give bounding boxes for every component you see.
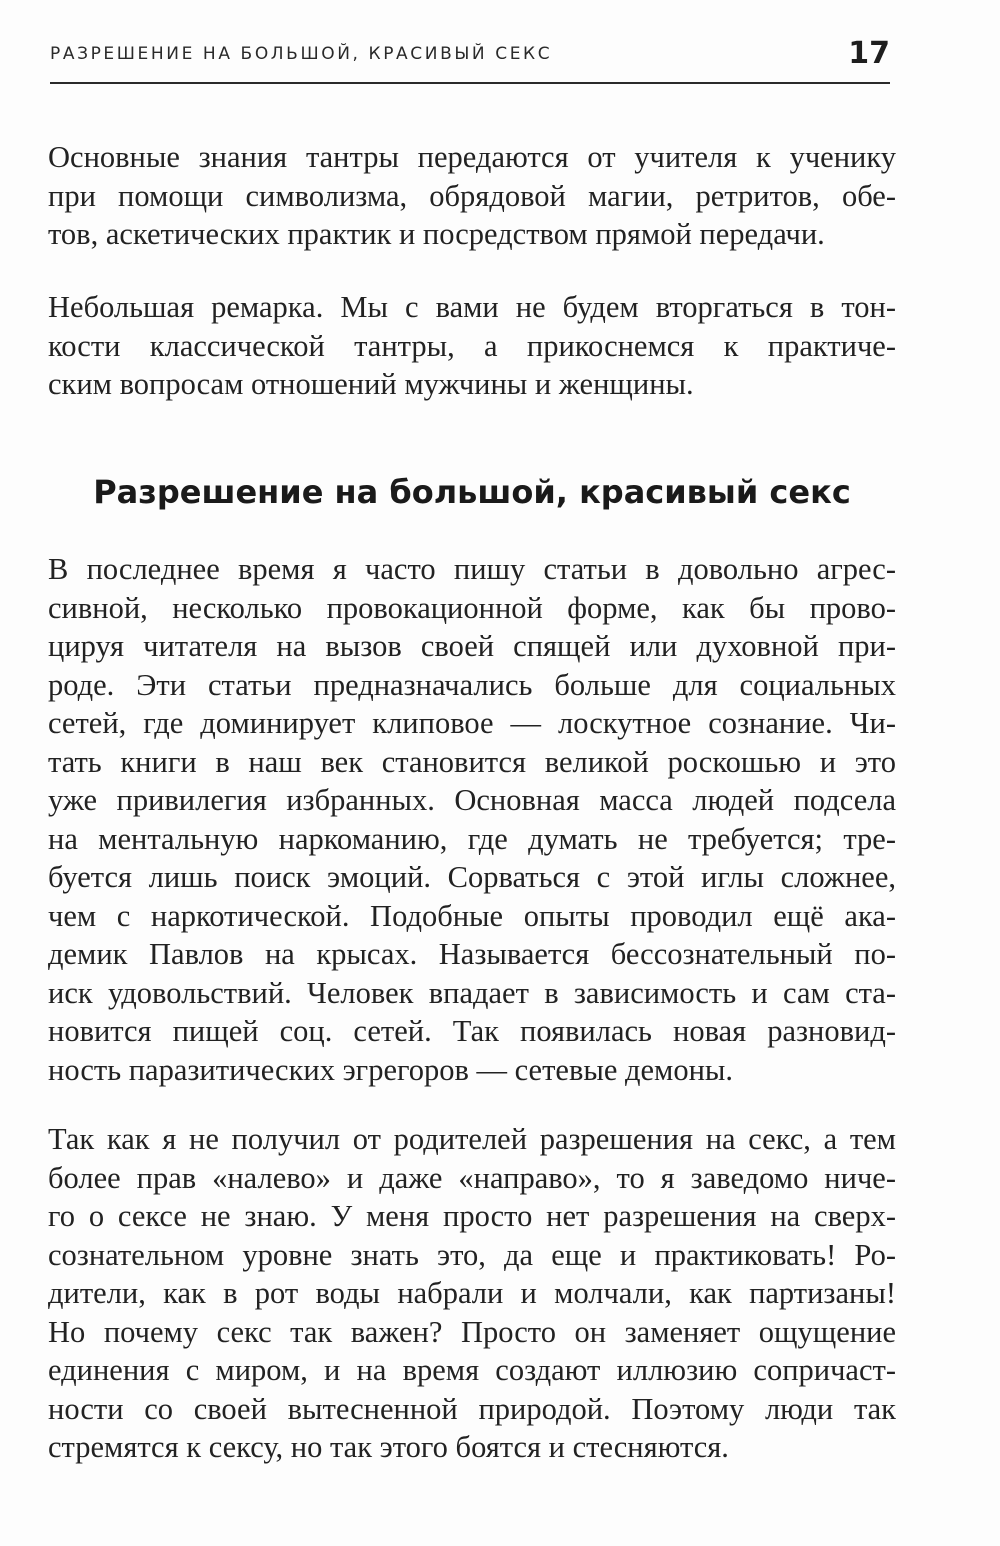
paragraph-4	[48, 1120, 896, 1467]
text-line: новится пищей соц. сетей. Так появилась новая разновид-	[48, 1014, 896, 1048]
text-line: сивной, несколько провокационной форме, как бы прово-	[48, 590, 896, 625]
text-line: сознательном уровне знать это, да еще и практиковать! Ро-	[48, 1237, 896, 1272]
page-number: 17	[848, 36, 890, 71]
text-line: на ментальную наркоманию, где думать не требуется; тре-	[48, 821, 896, 856]
text-line: цируя читателя на вызов своей спящей или духовной при-	[48, 629, 896, 663]
paragraph-2	[48, 288, 896, 404]
text-line: чем с наркотической. Подобные опыты проводил ещё ака-	[48, 898, 896, 933]
text-line: сетей, где доминирует клиповое — лоскутное сознание. Чи-	[48, 706, 896, 740]
text-line: дители, как в рот воды набрали и молчали, как партизаны!	[48, 1276, 896, 1310]
text-line: более прав «налево» и даже «направо», то я заведомо ниче-	[48, 1160, 896, 1195]
text-line: единения с миром, и на время создают иллюзию сопричаст-	[48, 1353, 896, 1387]
text-line: В последнее время я часто пишу статьи в довольно агрес-	[48, 552, 896, 586]
text-line: ским вопросам отношений мужчины и женщины.	[48, 367, 694, 401]
text-line: буется лишь поиск эмоций. Сорваться с этой иглы сложнее,	[48, 860, 896, 894]
text-line: ность паразитических эгрегоров — сетевые демоны.	[48, 1052, 734, 1087]
text-line: кости классической тантры, а прикоснемся к практиче-	[48, 328, 896, 363]
text-line: демик Павлов на крысах. Называется бессознательный по-	[48, 937, 896, 971]
text-line: Основные знания тантры передаются от учителя к ученику	[48, 140, 896, 174]
paragraph-3	[48, 550, 896, 1089]
section-heading: Разрешение на большой, красивый секс	[93, 473, 851, 511]
text-line: при помощи символизма, обрядовой магии, ретритов, обе-	[48, 178, 896, 213]
text-line: го о сексе не знаю. У меня просто нет разрешения на сверх-	[48, 1199, 896, 1233]
running-title: РАЗРЕШЕНИЕ НА БОЛЬШОЙ, КРАСИВЫЙ СЕКС	[50, 44, 553, 64]
paragraph-1	[48, 138, 896, 254]
text-line: Небольшая ремарка. Мы с вами не будем вторгаться в тон-	[48, 290, 896, 324]
header-rule	[50, 82, 890, 84]
text-line: ности со своей вытесненной природой. Поэтому люди так	[48, 1391, 896, 1426]
text-line: тов, аскетических практик и посредством прямой передачи.	[48, 217, 825, 251]
text-line: Но почему секс так важен? Просто он заменяет ощущение	[48, 1314, 896, 1349]
text-line: стремятся к сексу, но так этого боятся и стесняются.	[48, 1430, 729, 1464]
running-head	[50, 38, 890, 78]
text-line: иск удовольствий. Человек впадает в зависимость и сам ста-	[48, 975, 896, 1010]
text-line: Так как я не получил от родителей разрешения на секс, а тем	[48, 1122, 896, 1156]
text-line: тать книги в наш век становится великой роскошью и это	[48, 744, 896, 779]
text-line: уже привилегия избранных. Основная масса людей подсела	[48, 783, 896, 817]
text-line: роде. Эти статьи предназначались больше для социальных	[48, 667, 896, 702]
